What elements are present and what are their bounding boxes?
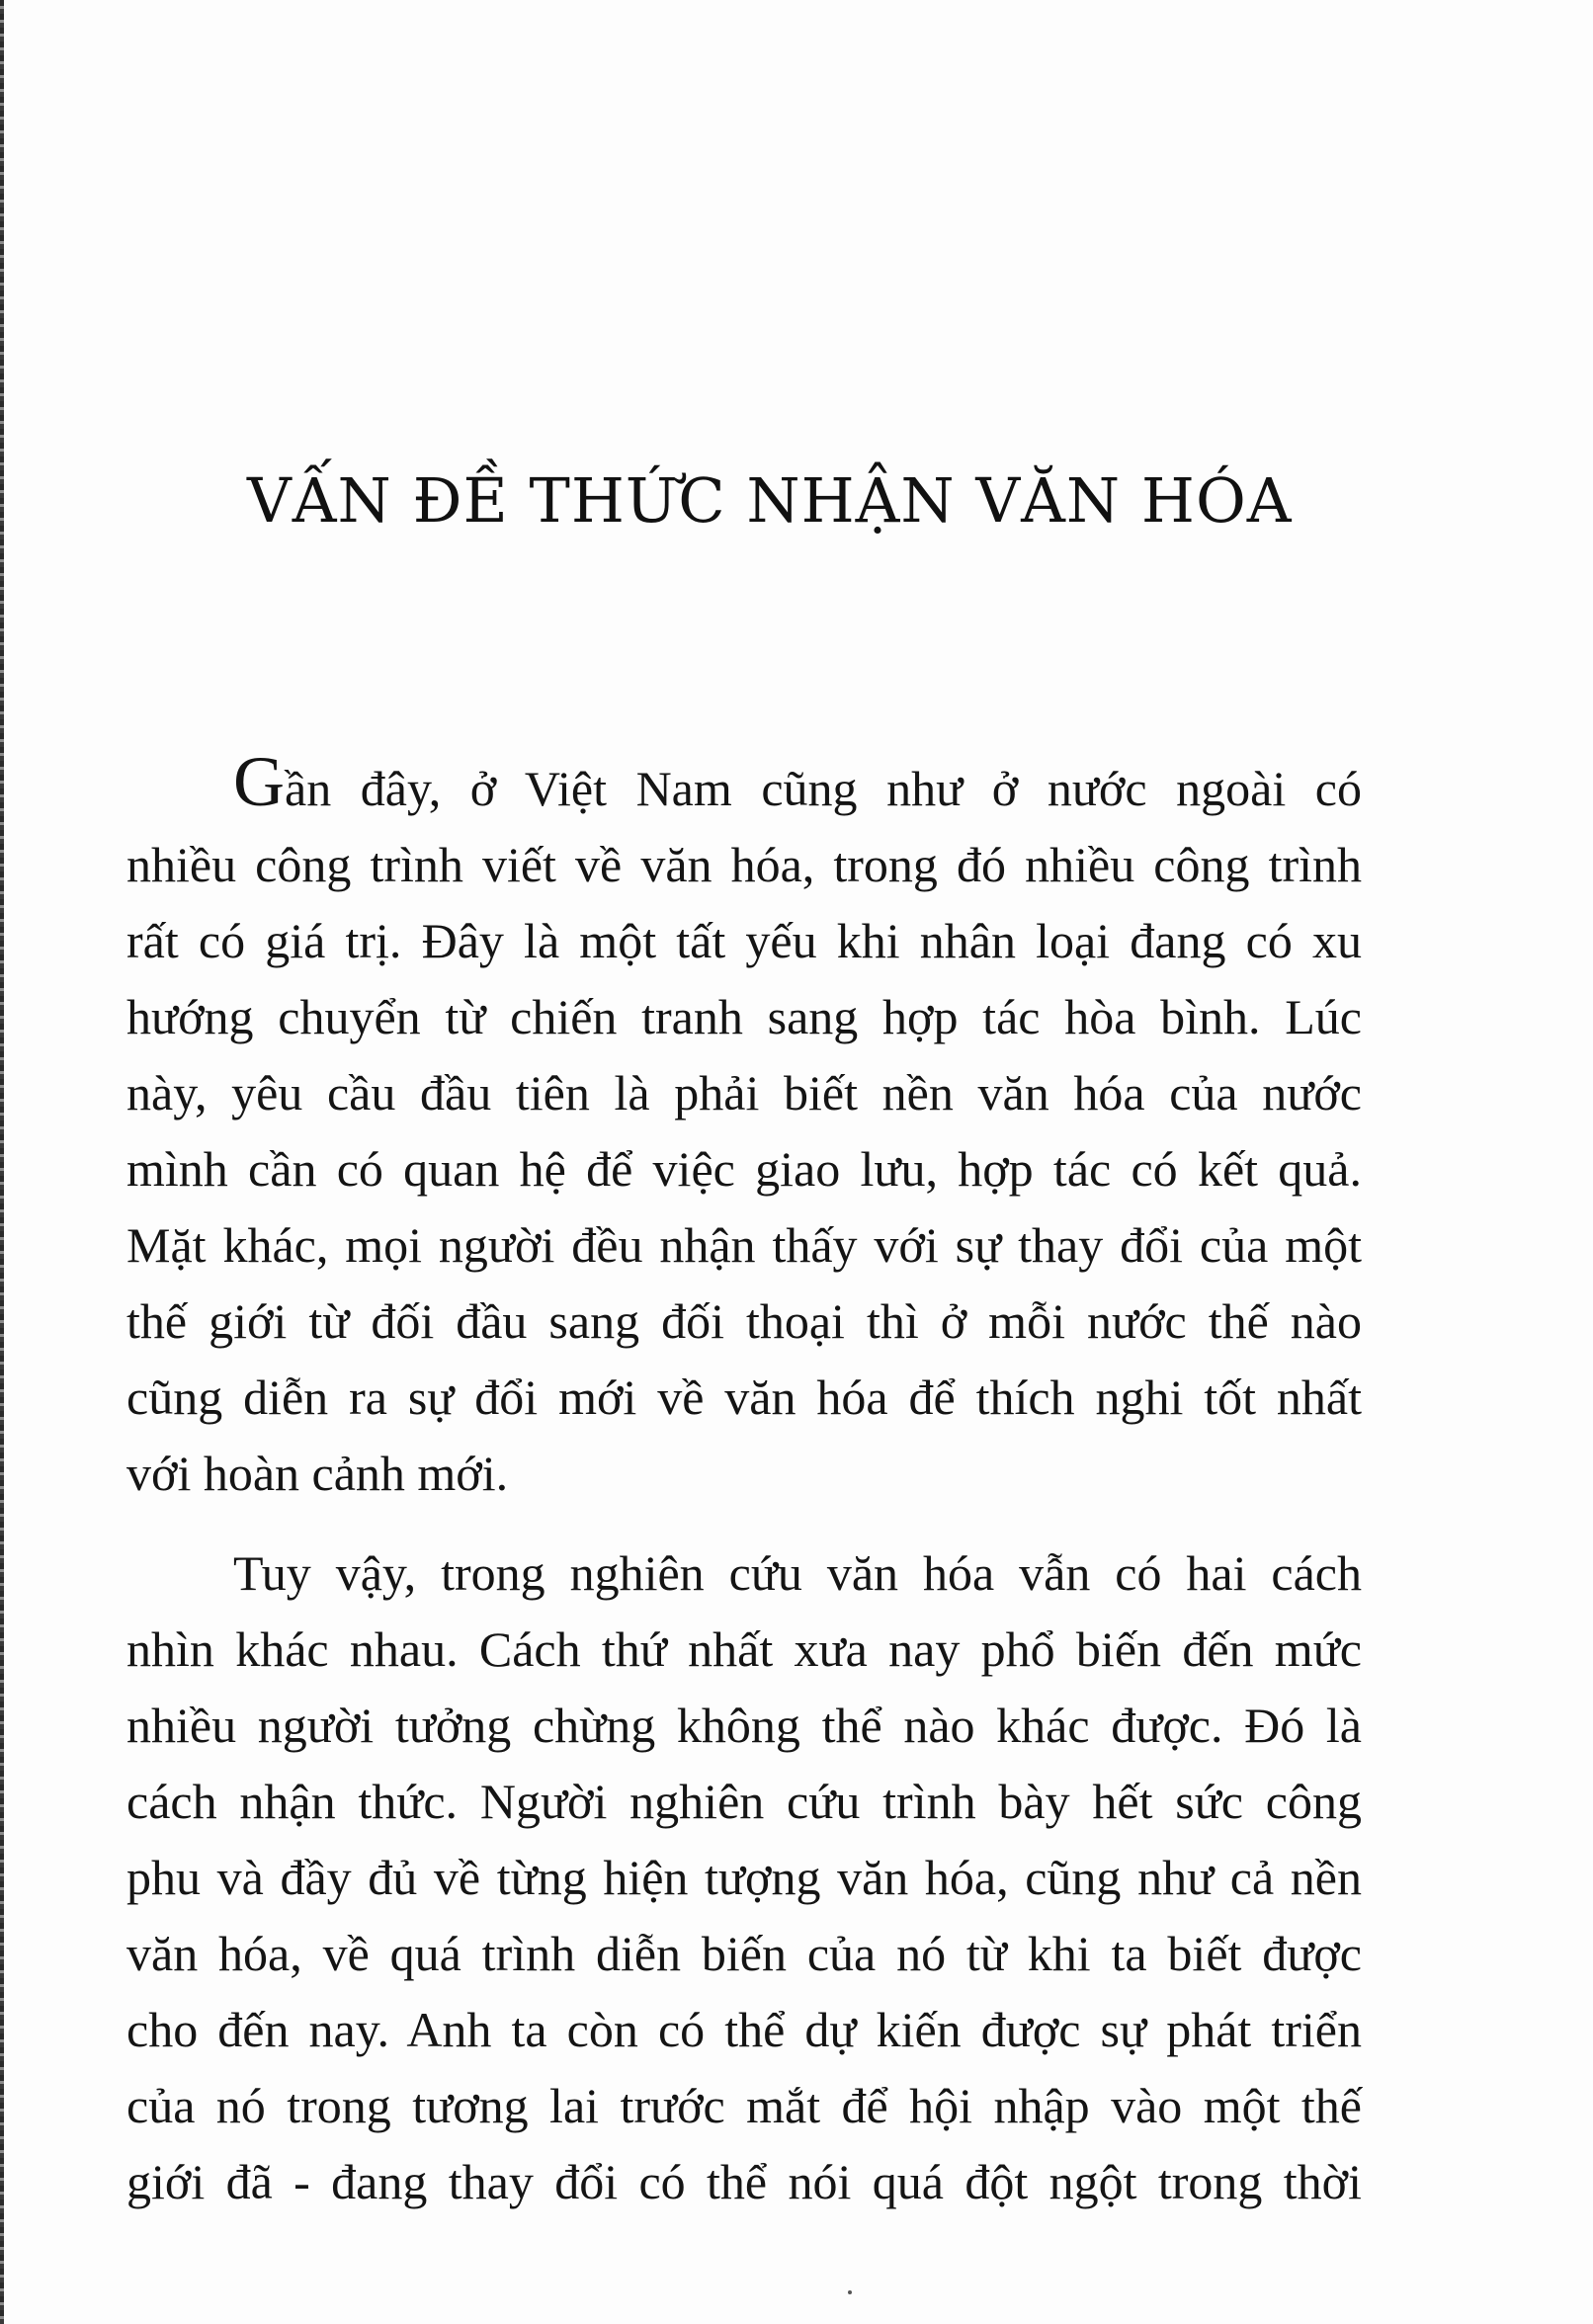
text-line: giới đã - đang thay đổi có thể nói quá đột ngột trong thời: [126, 2154, 1362, 2209]
text-line: nhiều công trình viết về văn hóa, trong đó nhiều công trình: [126, 837, 1362, 892]
text-line: Mặt khác, mọi người đều nhận thấy với sự thay đổi của một: [126, 1217, 1362, 1273]
paragraph-1: [126, 742, 1362, 1512]
text-line: cách nhận thức. Người nghiên cứu trình bày hết sức công: [126, 1774, 1362, 1829]
text-line: văn hóa, về quá trình diễn biến của nó từ khi ta biết được: [126, 1926, 1362, 1981]
text-line: Tuy vậy, trong nghiên cứu văn hóa vẫn có hai cách: [233, 1545, 1362, 1601]
text-line: với hoàn cảnh mới.: [126, 1446, 509, 1501]
text-line: rất có giá trị. Đây là một tất yếu khi nhân loại đang có xu: [126, 913, 1362, 968]
text-line: này, yêu cầu đầu tiên là phải biết nền văn hóa của nước: [126, 1065, 1362, 1120]
drop-cap: G: [233, 742, 285, 821]
text-line: thế giới từ đối đầu sang đối thoại thì ở mỗi nước thế nào: [126, 1293, 1362, 1349]
text-line: cho đến nay. Anh ta còn có thể dự kiến được sự phát triển: [126, 2002, 1362, 2057]
text-line: cũng diễn ra sự đổi mới về văn hóa để thích nghi tốt nhất: [126, 1370, 1362, 1425]
text-line: Gần đây, ở Việt Nam cũng như ở nước ngoài có: [233, 742, 1362, 821]
chapter-title: VẤN ĐỀ THỨC NHẬN VĂN HÓA: [247, 464, 1293, 537]
scan-speck: [848, 2290, 852, 2294]
paragraph-2: [126, 1536, 1362, 2220]
text-line: của nó trong tương lai trước mắt để hội nhập vào một thế: [126, 2078, 1362, 2133]
page-edge-shadow: [0, 0, 4, 2324]
text-line: mình cần có quan hệ để việc giao lưu, hợp tác có kết quả.: [126, 1141, 1362, 1197]
chapter-body: [126, 742, 1362, 2220]
text-line: nhìn khác nhau. Cách thứ nhất xưa nay phổ biến đến mức: [126, 1621, 1362, 1677]
text-line: hướng chuyển từ chiến tranh sang hợp tác hòa bình. Lúc: [126, 989, 1362, 1044]
text-line: phu và đầy đủ về từng hiện tượng văn hóa, cũng như cả nền: [126, 1850, 1362, 1905]
text-line: nhiều người tưởng chừng không thể nào khác được. Đó là: [126, 1698, 1362, 1753]
